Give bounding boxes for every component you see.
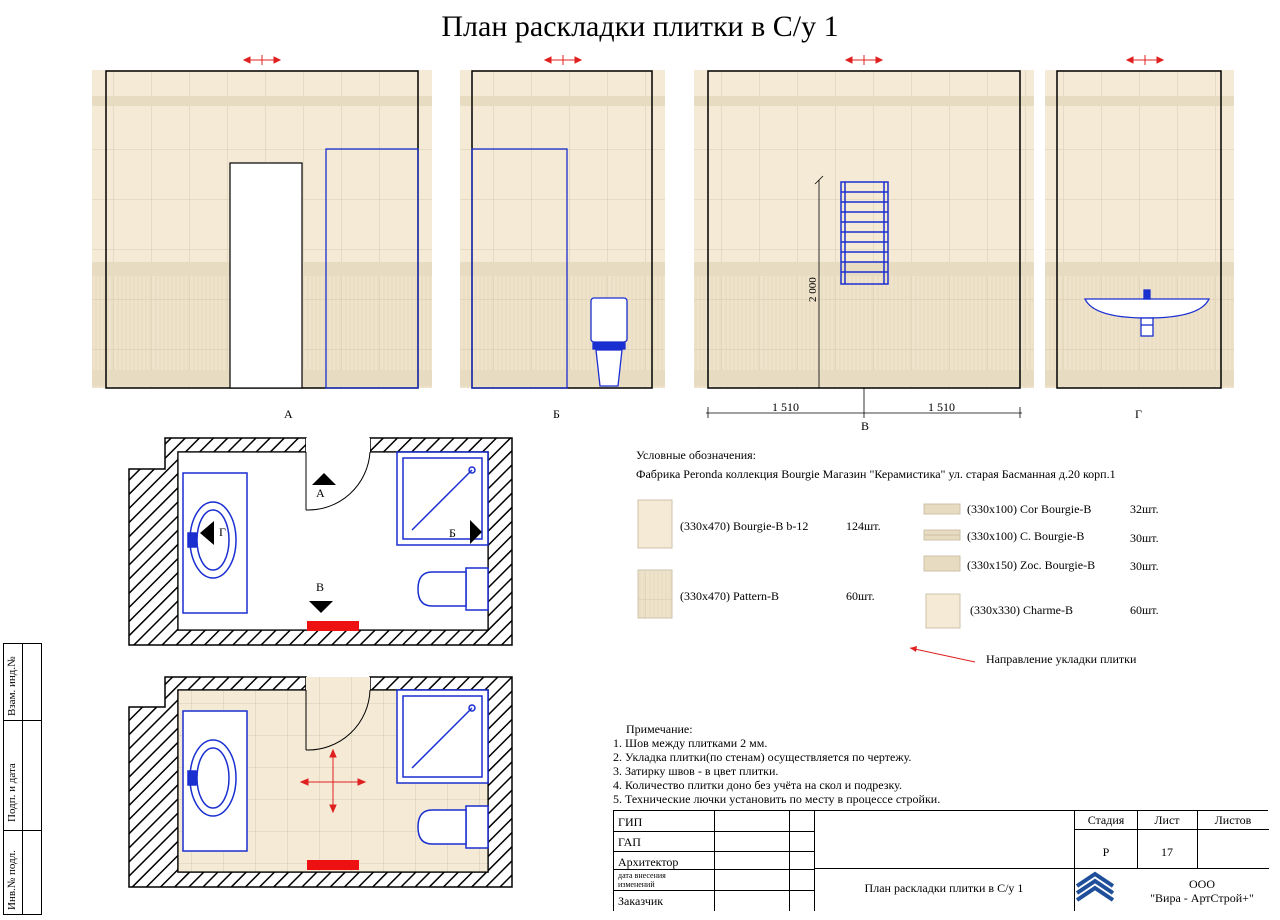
plan-marker-v: В	[316, 580, 325, 594]
plan-marker-a: А	[316, 486, 325, 500]
elevation-a	[92, 55, 432, 388]
elevation-b-label: Б	[553, 407, 560, 421]
legend-direction: Направление укладки плитки	[986, 652, 1137, 666]
legend-item-qty: 124шт.	[846, 519, 881, 533]
legend-header: Условные обозначения:	[636, 448, 757, 462]
page-title: План раскладки плитки в С/у 1	[441, 10, 839, 43]
tile-direction-arrow-a	[244, 55, 280, 65]
legend-item-name: (330x470) Pattern-B	[680, 589, 779, 603]
drawing-title: План раскладки плитки в С/у 1	[864, 881, 1024, 895]
elevation-g-label: Г	[1135, 407, 1142, 421]
sheets-header: Листов	[1214, 813, 1252, 827]
legend-supplier: Фабрика Peronda коллекция Bourgie Магазин "Керамистика" ул. старая Басманная д.20 корп.1	[636, 467, 1116, 481]
title-block-roles	[614, 811, 814, 911]
sheet-value: 17	[1161, 845, 1173, 859]
note-line: 3. Затирку швов - в цвет плитки.	[613, 764, 779, 778]
plan-marker-b: Б	[449, 526, 456, 540]
dim-right: 1 510	[928, 400, 955, 414]
tile-direction-arrow-v	[846, 55, 882, 65]
stage-value: Р	[1102, 845, 1110, 859]
legend-item-name: (330x470) Bourgie-B b-12	[680, 519, 809, 533]
elevation-b	[460, 55, 665, 388]
legend-item-name: (330x330) Charme-B	[970, 603, 1073, 617]
notes-header: Примечание:	[626, 722, 693, 736]
legend-item-qty: 60шт.	[1130, 603, 1159, 617]
tile-direction-arrow-b	[545, 55, 581, 65]
side-stamp-sign: Подп. и дата	[6, 763, 18, 822]
side-stamp-replace: Взам. инд.№	[6, 656, 18, 716]
floor-plan-tiling	[129, 677, 512, 887]
note-line: 1. Шов между плитками 2 мм.	[613, 736, 768, 750]
role-customer: Заказчик	[618, 894, 664, 908]
dim-height: 2 000	[807, 277, 819, 302]
sheet-header: Лист	[1154, 813, 1180, 827]
plan-marker-g: Г	[219, 525, 226, 539]
legend-item-name: (330x100) Cor Bourgie-B	[967, 502, 1092, 516]
legend-item-name: (330x150) Zoc. Bourgie-B	[967, 558, 1096, 572]
tile-direction-arrow-g	[1127, 55, 1163, 65]
role-gap: ГАП	[618, 835, 641, 849]
elevation-v-label: В	[861, 419, 870, 433]
floor-plan-fixtures	[129, 438, 512, 645]
side-stamp	[3, 643, 42, 915]
note-line: 5. Технические лючки установить по месту в процессе стройки.	[613, 792, 941, 806]
legend-item-qty: 32шт.	[1130, 502, 1159, 516]
company-name-2: "Вира - АртСтрой+"	[1150, 891, 1254, 905]
notes-list	[613, 736, 940, 806]
note-line: 2. Укладка плитки(по стенам) осуществляется по чертежу.	[613, 750, 912, 764]
title-block	[613, 810, 1268, 911]
role-gip: ГИП	[618, 815, 643, 829]
note-line: 4. Количество плитки доно без учёта на скол и подрезку.	[613, 778, 902, 792]
role-changes-date: дата внесения изменений	[618, 871, 666, 889]
elevation-v	[694, 55, 1034, 418]
dim-left: 1 510	[772, 400, 799, 414]
stage-header: Стадия	[1087, 813, 1125, 827]
elevation-g	[1045, 55, 1234, 388]
company-name-1: ООО	[1189, 877, 1215, 891]
legend-item-name: (330x100) C. Bourgie-B	[967, 529, 1085, 543]
side-stamp-inventory: Инв.№ подл.	[6, 850, 18, 910]
legend-item-qty: 60шт.	[846, 589, 875, 603]
legend-item-qty: 30шт.	[1130, 559, 1159, 573]
elevation-a-label: А	[284, 407, 293, 421]
legend-item-qty: 30шт.	[1130, 531, 1159, 545]
role-architect: Архитектор	[618, 855, 679, 869]
